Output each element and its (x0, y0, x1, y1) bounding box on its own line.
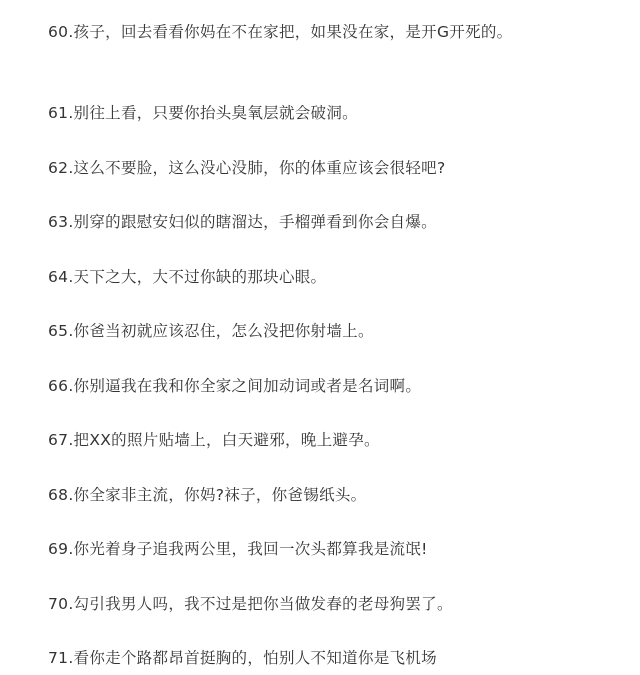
paragraph-66: 66.你别逼我在我和你全家之间加动词或者是名词啊。 (48, 377, 422, 395)
paragraph-65: 65.你爸当初就应该忍住，怎么没把你射墙上。 (48, 322, 374, 340)
paragraph-70: 70.勾引我男人吗，我不过是把你当做发春的老母狗罢了。 (48, 595, 453, 613)
paragraph-61: 61.别往上看，只要你抬头臭氧层就会破洞。 (48, 104, 358, 122)
paragraph-60: 60.孩子，回去看看你妈在不在家把，如果没在家，是开G开死的。 (48, 23, 513, 41)
paragraph-64: 64.天下之大，大不过你缺的那块心眼。 (48, 268, 327, 286)
paragraph-68: 68.你全家非主流，你妈?袜子，你爸锡纸头。 (48, 486, 367, 504)
paragraph-71: 71.看你走个路都昂首挺胸的，怕别人不知道你是飞机场 (48, 649, 437, 667)
paragraph-67: 67.把XX的照片贴墙上，白天避邪，晚上避孕。 (48, 431, 380, 449)
paragraph-62: 62.这么不要脸，这么没心没肺，你的体重应该会很轻吧? (48, 159, 446, 177)
paragraph-69: 69.你光着身子追我两公里，我回一次头都算我是流氓! (48, 540, 428, 558)
paragraph-63: 63.别穿的跟慰安妇似的瞎溜达，手榴弹看到你会自爆。 (48, 213, 437, 231)
